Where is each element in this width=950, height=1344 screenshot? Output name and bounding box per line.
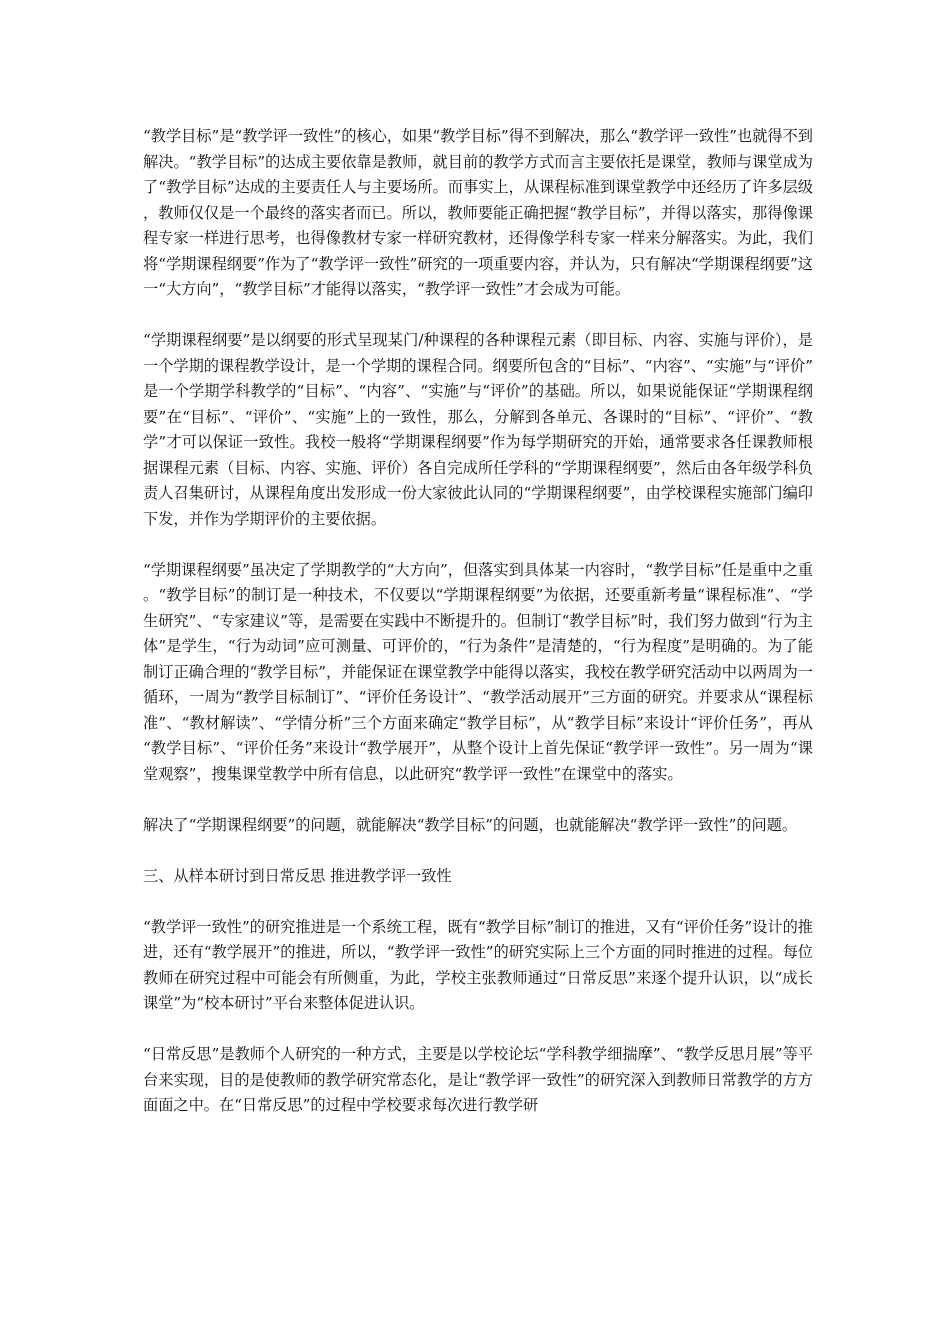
paragraph-daily-reflection: “日常反思”是教师个人研究的一种方式，主要是以学校论坛“学科教学细揣摩”、“教学反思月展”等平台来实现，目的是使教师的教学研究常态化，是让“教学评一致性”的研究深入到教师日常教学的方方面面之中。在“日常反思”的过程中学校要求每次进行教学研: [143, 1045, 813, 1114]
paragraph-goal-formulation: “学期课程纲要”虽决定了学期教学的“大方向”，但落实到具体某一内容时，“教学目标”任是重中之重。“教学目标”的制订是一种技术，不仅要以“学期课程纲要”为依据，还要重新考量“课程标准”、“学生研究”、“专家建议”等，是需要在实践中不断提升的。但制订“教学目标”时，我们努力做到“行为主体”是学生，“行为动词”应可测量、可评价的，“行为条件”是清楚的，“行为程度”是明确的。为了能制订正确合理的“教学目标”，并能保证在课堂教学中能得以落实，我校在教学研究活动中以两周为一循环，一周为“教学目标制订”、“评价任务设计”、“教学活动展开”三方面的研究。并要求从“课程标准”、“教材解读”、“学情分析”三个方面来确定“教学目标”，从“教学目标”来设计“评价任务”，再从“教学目标”、“评价任务”来设计“教学展开”，从整个设计上首先保证“教学评一致性”。另一周为“课堂观察”，搜集课堂教学中所有信息，以此研究“教学评一致性”在课堂中的落实。: [143, 560, 813, 783]
paragraph-summary: 解决了“学期课程纲要”的问题，就能解决“教学目标”的问题，也就能解决“教学评一致性”的问题。: [143, 815, 798, 834]
document-page: [143, 124, 813, 1144]
paragraph-system-engineering: “教学评一致性”的研究推进是一个系统工程，既有“教学目标”制订的推进，又有“评价任务”设计的推进，还有“教学展开”的推进，所以，“教学评一致性”的研究实际上三个方面的同时推进的过程。每位教师在研究过程中可能会有所侧重，为此，学校主张教师通过“日常反思”来逐个提升认识，以“成长课堂”为“校本研讨”平台来整体促进认识。: [143, 917, 813, 1012]
section-heading: 三、从样本研讨到日常反思 推进教学评一致性: [143, 866, 452, 885]
paragraph-teaching-goal-core: “教学目标”是“教学评一致性”的核心，如果“教学目标”得不到解决，那么“教学评一致性”也就得不到解决。“教学目标”的达成主要依靠是教师，就目前的教学方式而言主要依托是课堂，教师与课堂成为了“教学目标”达成的主要责任人与主要场所。而事实上，从课程标准到课堂教学中还经历了许多层级，教师仅仅是一个最终的落实者而已。所以，教师要能正确把握“教学目标”，并得以落实，那得像课程专家一样进行思考，也得像教材专家一样研究教材，还得像学科专家一样来分解落实。为此，我们将“学期课程纲要”作为了“教学评一致性”研究的一项重要内容，并认为，只有解决“学期课程纲要”这一“大方向”，“教学目标”才能得以落实，“教学评一致性”才会成为可能。: [143, 127, 813, 298]
paragraph-semester-syllabus: “学期课程纲要”是以纲要的形式呈现某门/种课程的各种课程元素（即目标、内容、实施与评价），是一个学期的课程教学设计，是一个学期的课程合同。纲要所包含的“目标”、“内容”、“实施”与“评价”是一个学期学科教学的“目标”、“内容”、“实施”与“评价”的基础。所以，如果说能保证“学期课程纲要”在“目标”、“评价”、“实施”上的一致性，那么，分解到各单元、各课时的“目标”、“评价”、“教学”才可以保证一致性。我校一般将“学期课程纲要”作为每学期研究的开始，通常要求各任课教师根据课程元素（目标、内容、实施、评价）各自完成所任学科的“学期课程纲要”，然后由各年级学科负责人召集研讨，从课程角度出发形成一份大家彼此认同的“学期课程纲要”，由学校课程实施部门编印下发，并作为学期评价的主要依据。: [143, 331, 813, 528]
